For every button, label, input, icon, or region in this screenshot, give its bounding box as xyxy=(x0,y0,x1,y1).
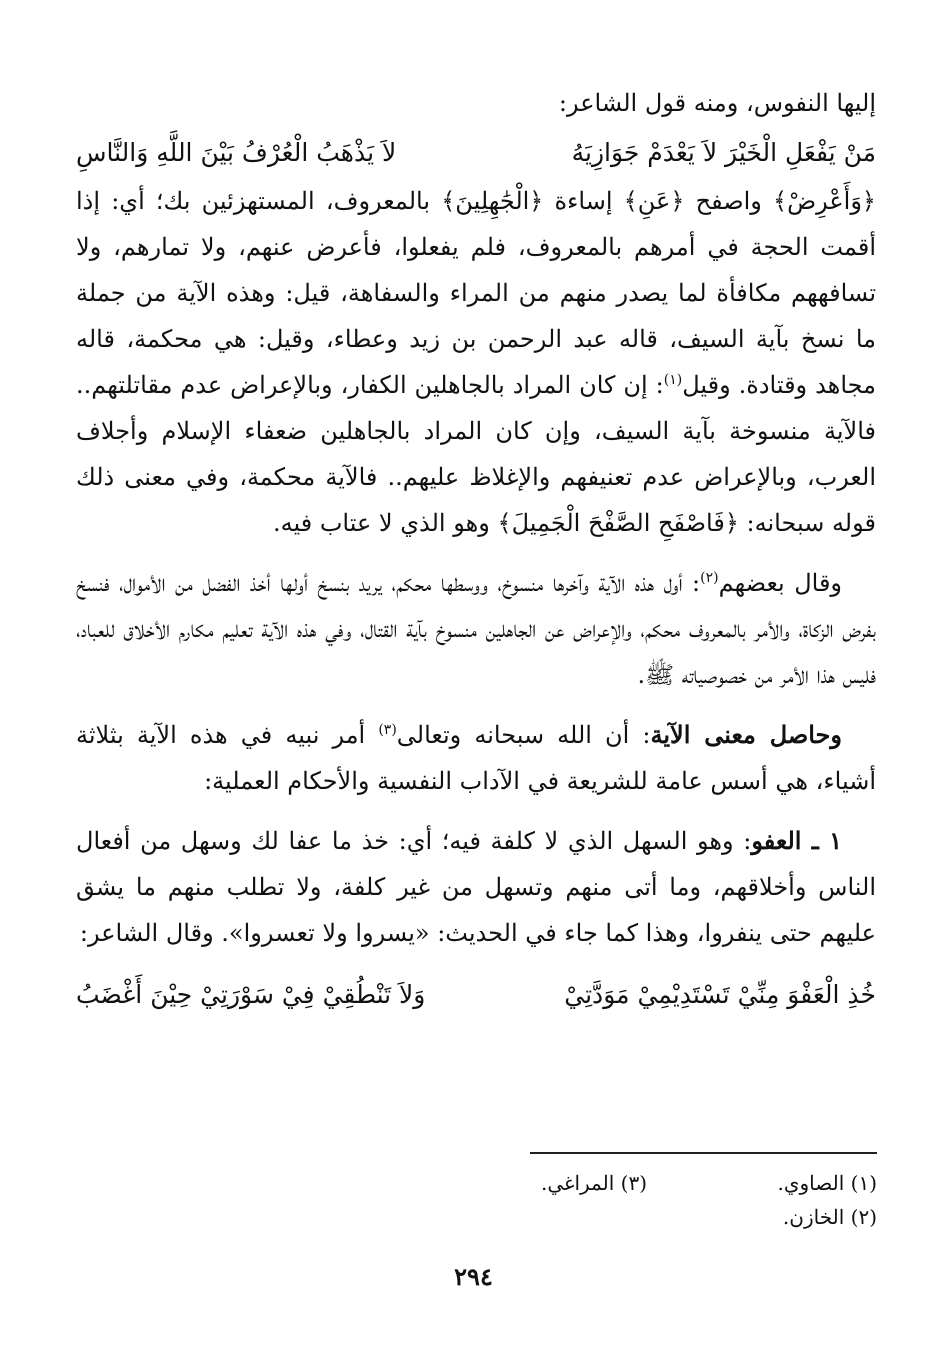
footnote-number: (١) xyxy=(850,1171,877,1195)
verse-1-first-hemistich: مَنْ يَفْعَلِ الْخَيْرَ لاَ يَعْدَمْ جَوَازِيَهُ xyxy=(571,138,876,167)
verse-1 xyxy=(76,128,876,178)
paragraph-4-lead: ١ ـ العفو xyxy=(751,826,842,855)
paragraph-4 xyxy=(76,818,876,956)
paragraph-4-text: : وهو السهل الذي لا كلفة فيه؛ أي: خذ ما عفا لك وسهل من أفعال الناس وأخلاقهم، وما أتى منهم وتسهل من غير كلفة، ولا تطلب منهم ما يشق عليهم حتى ينفروا، وهذا كما جاء في الحديث: «يسروا ولا تعسروا». وقال الشاعر: xyxy=(76,827,876,947)
paragraph-1-text-b: : إن كان المراد بالجاهلين الكفار، وبالإعراض عدم مقاتلتهم.. فالآية منسوخة بآية السيف، وإن كان المراد بالجاهلين ضعفاء الإسلام وأجلاف العرب، وبالإعراض عدم تعنيفهم والإغلاظ عليهم.. فالآية محكمة، وفي معنى ذلك قوله سبحانه: xyxy=(76,371,876,537)
footnote-text: المراغي. xyxy=(540,1171,615,1195)
paragraph-3 xyxy=(76,712,876,804)
paragraph-1-text-c: وهو الذي لا عتاب فيه. xyxy=(272,509,498,537)
footnote-ref-3: (٣) xyxy=(378,722,397,738)
verse-2-first-hemistich: خُذِ الْعَفْوَ مِنِّيْ تَسْتَدِيْمِيْ مَوَدَّتِيْ xyxy=(564,980,876,1009)
verse-2 xyxy=(76,970,876,1020)
paragraph-2-text-b: : أول هذه الآية وآخرها منسوخ، ووسطها محكم، يريد بنسخ أولها أخذ الفضل من الأموال، فنسخ بفرض الزكاة، والأمر بالمعروف محكم، والإعراض عن الجاهلين منسوخ بآية القتال، وفي هذه الآية تعليم مكارم الأخلاق للعباد، فليس هذا الأمر من خصوصياته ﷺ. xyxy=(76,569,876,689)
paragraph-2 xyxy=(76,560,876,698)
paragraph-3-lead: وحاصل معنى الآية xyxy=(650,720,842,749)
footnote-item xyxy=(783,1200,877,1234)
paragraph-3-text-b: أمر نبيه في هذه الآية بثلاثة أشياء، هي أسس عامة للشريعة في الآداب النفسية والأحكام العملية: xyxy=(76,721,876,795)
page-number: ٢٩٤ xyxy=(454,1262,493,1291)
footnote-row xyxy=(300,1166,877,1200)
footnote-text: الخازن. xyxy=(782,1205,845,1229)
footnote-number: (٣) xyxy=(620,1171,647,1195)
paragraph-3-text-a: : أن الله سبحانه وتعالى xyxy=(396,721,651,749)
footnote-text: الصاوي. xyxy=(777,1171,845,1195)
verse-1-second-hemistich: لاَ يَذْهَبُ الْعُرْفُ بَيْنَ اللَّهِ وَالنَّاسِ xyxy=(76,138,397,167)
footnotes xyxy=(300,1166,877,1234)
footnote-ref-1: (١) xyxy=(663,372,683,388)
paragraph-1-text-a: ﴿وَأَعْرِضْ﴾ واصفح ﴿عَنِ﴾ إساءة ﴿الْجَٰهِلِينَ﴾ بالمعروف، المستهزئين بك؛ أي: إذا أقمت الحجة في أمرهم بالمعروف، فلم يفعلوا، فأعرض عنهم، ولا تمارهم، ولا تسافههم مكافأة لما يصدر منهم من المراء والسفاهة، قيل: وهذه الآية من جملة ما نسخ بآية السيف، قاله عبد الرحمن بن زيد وعطاء، وقيل: هي محكمة، قاله مجاهد وقتادة. وقيل xyxy=(76,187,876,399)
quran-quote: ﴿فَاصْفَحِ الصَّفْحَ الْجَمِيلَ﴾ xyxy=(497,509,739,537)
paragraph-2-text-a: وقال بعضهم xyxy=(718,569,843,597)
footnote-divider xyxy=(530,1152,877,1154)
footnote-row xyxy=(300,1200,877,1234)
verse-2-second-hemistich: وَلاَ تَنْطُقِيْ فِيْ سَوْرَتِيْ حِيْنَ أَغْضَبُ xyxy=(76,980,426,1009)
footnote-item xyxy=(647,1166,877,1200)
footnote-item xyxy=(541,1166,647,1200)
footnote-ref-2: (٢) xyxy=(700,570,719,586)
paragraph-1 xyxy=(76,178,876,546)
page-body xyxy=(76,80,876,1020)
intro-line: إليها النفوس، ومنه قول الشاعر: xyxy=(558,89,876,117)
footnote-number: (٢) xyxy=(850,1205,877,1229)
